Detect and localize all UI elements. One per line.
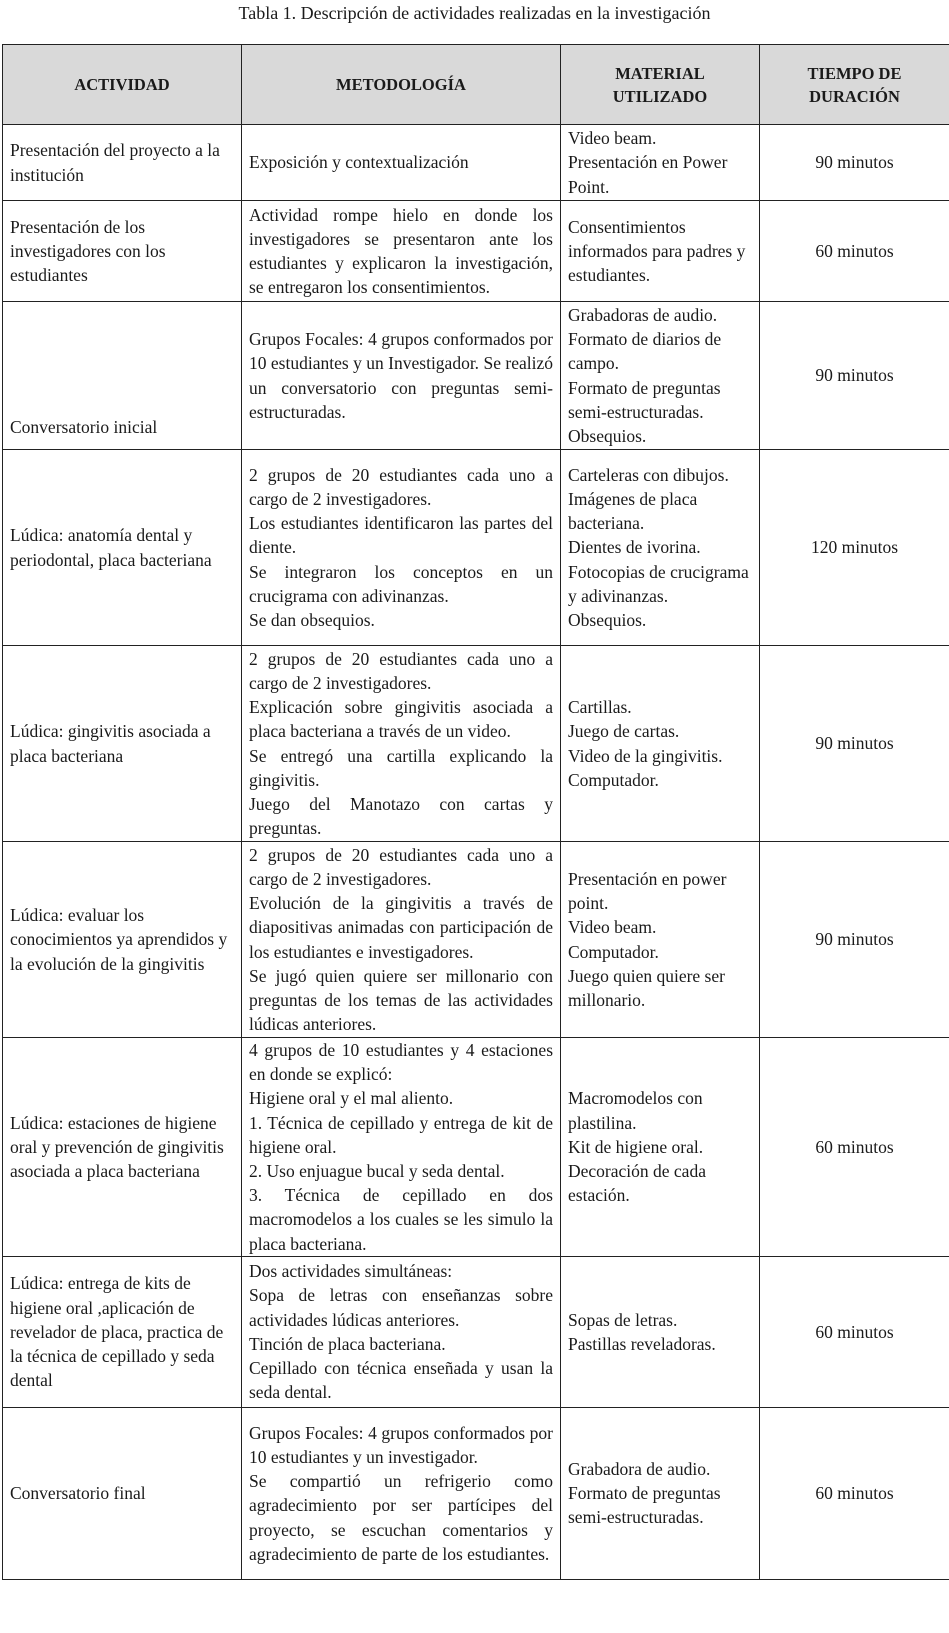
material-line: Obsequios. bbox=[568, 610, 647, 630]
material-line: Cartillas. bbox=[568, 697, 632, 718]
metodologia-line: Exposición y contextualización bbox=[249, 152, 469, 173]
material-line: Imágenes de placa bacteriana. bbox=[568, 488, 698, 534]
material-line: Video beam. bbox=[568, 917, 657, 938]
cell-actividad: Conversatorio final bbox=[3, 1407, 242, 1579]
cell-tiempo: 90 minutos bbox=[760, 125, 949, 201]
cell-metodologia bbox=[242, 125, 561, 201]
cell-material bbox=[561, 125, 760, 201]
cell-actividad: Presentación del proyecto a la institución bbox=[3, 125, 242, 201]
material-line: Presentación en Power Point. bbox=[568, 152, 728, 197]
material-line: Formato de preguntas semi-estructuradas. bbox=[568, 377, 721, 422]
cell-actividad: Lúdica: gingivitis asociada a placa bacteriana bbox=[3, 646, 242, 842]
cell-metodologia bbox=[242, 302, 561, 450]
cell-material bbox=[561, 450, 760, 646]
material-line: Formato de diarios de campo. bbox=[568, 329, 722, 374]
header-metodologia: METODOLOGÍA bbox=[242, 45, 561, 125]
metodologia-line: Explicación sobre gingivitis asociada a placa bacteriana a través de un video. bbox=[249, 697, 553, 742]
metodologia-line: 2. Uso enjuague bucal y seda dental. bbox=[249, 1161, 505, 1182]
metodologia-line: Los estudiantes identificaron las partes del diente. bbox=[249, 513, 553, 558]
cell-tiempo: 60 minutos bbox=[760, 1256, 949, 1407]
material-line: Video de la gingivitis. bbox=[568, 745, 723, 766]
metodologia-line: Grupos Focales: 4 grupos conformados por 10 estudiantes y un Investigador. Se realizó un conversatorio con preguntas semi-estructuradas. bbox=[249, 329, 553, 422]
table-row bbox=[3, 201, 949, 302]
table-caption: Tabla 1. Descripción de actividades realizadas en la investigación bbox=[238, 3, 711, 23]
cell-tiempo: 60 minutos bbox=[760, 201, 949, 302]
cell-tiempo: 90 minutos bbox=[760, 842, 949, 1038]
cell-metodologia bbox=[242, 842, 561, 1038]
cell-metodologia bbox=[242, 1407, 561, 1579]
table-row bbox=[3, 1256, 949, 1407]
table-row bbox=[3, 1038, 949, 1257]
table-row bbox=[3, 646, 949, 842]
material-line: Presentación en power point. bbox=[568, 868, 727, 914]
cell-metodologia bbox=[242, 1038, 561, 1257]
metodologia-line: 2 grupos de 20 estudiantes cada uno a cargo de 2 investigadores. bbox=[249, 464, 553, 509]
material-line: Consentimientos informados para padres y estudiantes. bbox=[568, 216, 746, 286]
metodologia-line: Evolución de la gingivitis a través de diapositivas animadas con participación de los estudiantes e investigadores. bbox=[249, 893, 553, 962]
cell-material bbox=[561, 1038, 760, 1257]
header-actividad: ACTIVIDAD bbox=[3, 45, 242, 125]
material-line: Computador. bbox=[568, 941, 659, 962]
metodologia-line: Se integraron los conceptos en un crucigrama con adivinanzas. bbox=[249, 561, 553, 606]
header-material: MATERIAL UTILIZADO bbox=[561, 45, 760, 125]
material-line: Fotocopias de crucigrama y adivinanzas. bbox=[568, 561, 749, 606]
metodologia-line: Se dan obsequios. bbox=[249, 610, 375, 630]
table-row bbox=[3, 1407, 949, 1579]
metodologia-line: Grupos Focales: 4 grupos conformados por 10 estudiantes y un investigador. bbox=[249, 1422, 553, 1467]
cell-metodologia bbox=[242, 450, 561, 646]
metodologia-line: Cepillado con técnica enseñada y usan la seda dental. bbox=[249, 1358, 553, 1403]
cell-actividad: Lúdica: anatomía dental y periodontal, placa bacteriana bbox=[3, 450, 242, 646]
material-line: Pastillas reveladoras. bbox=[568, 1333, 716, 1354]
metodologia-line: Se entregó una cartilla explicando la gingivitis. bbox=[249, 745, 553, 790]
metodologia-line: 2 grupos de 20 estudiantes cada uno a cargo de 2 investigadores. bbox=[249, 844, 553, 889]
cell-material bbox=[561, 842, 760, 1038]
material-line: Dientes de ivorina. bbox=[568, 537, 701, 558]
metodologia-line: Sopa de letras con enseñanzas sobre actividades lúdicas anteriores. bbox=[249, 1285, 553, 1330]
metodologia-line: 1. Técnica de cepillado y entrega de kit de higiene oral. bbox=[249, 1112, 553, 1157]
material-line: Sopas de letras. bbox=[568, 1309, 678, 1330]
cell-material bbox=[561, 1407, 760, 1579]
metodologia-line: Dos actividades simultáneas: bbox=[249, 1261, 453, 1282]
metodologia-line: Tinción de placa bacteriana. bbox=[249, 1333, 446, 1354]
cell-tiempo: 120 minutos bbox=[760, 450, 949, 646]
material-line: Grabadoras de audio. bbox=[568, 304, 718, 325]
cell-tiempo: 60 minutos bbox=[760, 1407, 949, 1579]
table-row bbox=[3, 842, 949, 1038]
material-line: Carteleras con dibujos. bbox=[568, 464, 729, 485]
cell-material bbox=[561, 1256, 760, 1407]
activities-table bbox=[2, 44, 949, 1580]
material-line: Juego de cartas. bbox=[568, 721, 680, 742]
material-line: Decoración de cada estación. bbox=[568, 1161, 706, 1206]
material-line: Formato de preguntas semi-estructuradas. bbox=[568, 1483, 721, 1528]
material-line: Computador. bbox=[568, 769, 659, 790]
cell-material bbox=[561, 646, 760, 842]
cell-material bbox=[561, 201, 760, 302]
table-row bbox=[3, 450, 949, 646]
metodologia-line: 4 grupos de 10 estudiantes y 4 estaciones en donde se explicó: bbox=[249, 1040, 553, 1085]
header-row bbox=[3, 45, 949, 125]
material-line: Kit de higiene oral. bbox=[568, 1136, 704, 1157]
metodologia-line: Actividad rompe hielo en donde los investigadores se presentaron ante los estudiantes y explicaron la investigación, se entregaron los consentimientos. bbox=[249, 204, 553, 298]
cell-tiempo: 90 minutos bbox=[760, 302, 949, 450]
cell-actividad: Presentación de los investigadores con los estudiantes bbox=[3, 201, 242, 302]
material-line: Juego quien quiere ser millonario. bbox=[568, 965, 725, 1010]
cell-metodologia bbox=[242, 201, 561, 302]
metodologia-line: Juego del Manotazo con cartas y preguntas. bbox=[249, 793, 553, 839]
material-line: Grabadora de audio. bbox=[568, 1459, 711, 1480]
cell-metodologia bbox=[242, 1256, 561, 1407]
material-line: Video beam. bbox=[568, 128, 657, 149]
cell-actividad: Conversatorio inicial bbox=[3, 302, 242, 450]
header-tiempo: TIEMPO DE DURACIÓN bbox=[760, 45, 949, 125]
metodologia-line: 2 grupos de 20 estudiantes cada uno a cargo de 2 investigadores. bbox=[249, 648, 553, 693]
cell-actividad: Lúdica: evaluar los conocimientos ya aprendidos y la evolución de la gingivitis bbox=[3, 842, 242, 1038]
cell-actividad: Lúdica: estaciones de higiene oral y prevención de gingivitis asociada a placa bacteriana bbox=[3, 1038, 242, 1257]
cell-tiempo: 90 minutos bbox=[760, 646, 949, 842]
cell-actividad: Lúdica: entrega de kits de higiene oral ,aplicación de revelador de placa, practica de la técnica de cepillado y seda dental bbox=[3, 1256, 242, 1407]
material-line: Obsequios. bbox=[568, 425, 647, 446]
table-row bbox=[3, 125, 949, 201]
metodologia-line: Higiene oral y el mal aliento. bbox=[249, 1088, 454, 1109]
metodologia-line: Se compartió un refrigerio como agradecimiento por ser partícipes del proyecto, se escuchan comentarios y agradecimiento de parte de los estudiantes. bbox=[249, 1471, 553, 1564]
cell-tiempo: 60 minutos bbox=[760, 1038, 949, 1257]
metodologia-line: Se jugó quien quiere ser millonario con preguntas de los temas de las actividades lúdicas anteriores. bbox=[249, 965, 553, 1035]
table-row bbox=[3, 302, 949, 450]
table-body bbox=[3, 125, 949, 1580]
material-line: Macromodelos con plastilina. bbox=[568, 1088, 703, 1133]
cell-material bbox=[561, 302, 760, 450]
metodologia-line: 3. Técnica de cepillado en dos macromodelos a los cuales se les simulo la placa bacteriana. bbox=[249, 1185, 553, 1254]
cell-metodologia bbox=[242, 646, 561, 842]
